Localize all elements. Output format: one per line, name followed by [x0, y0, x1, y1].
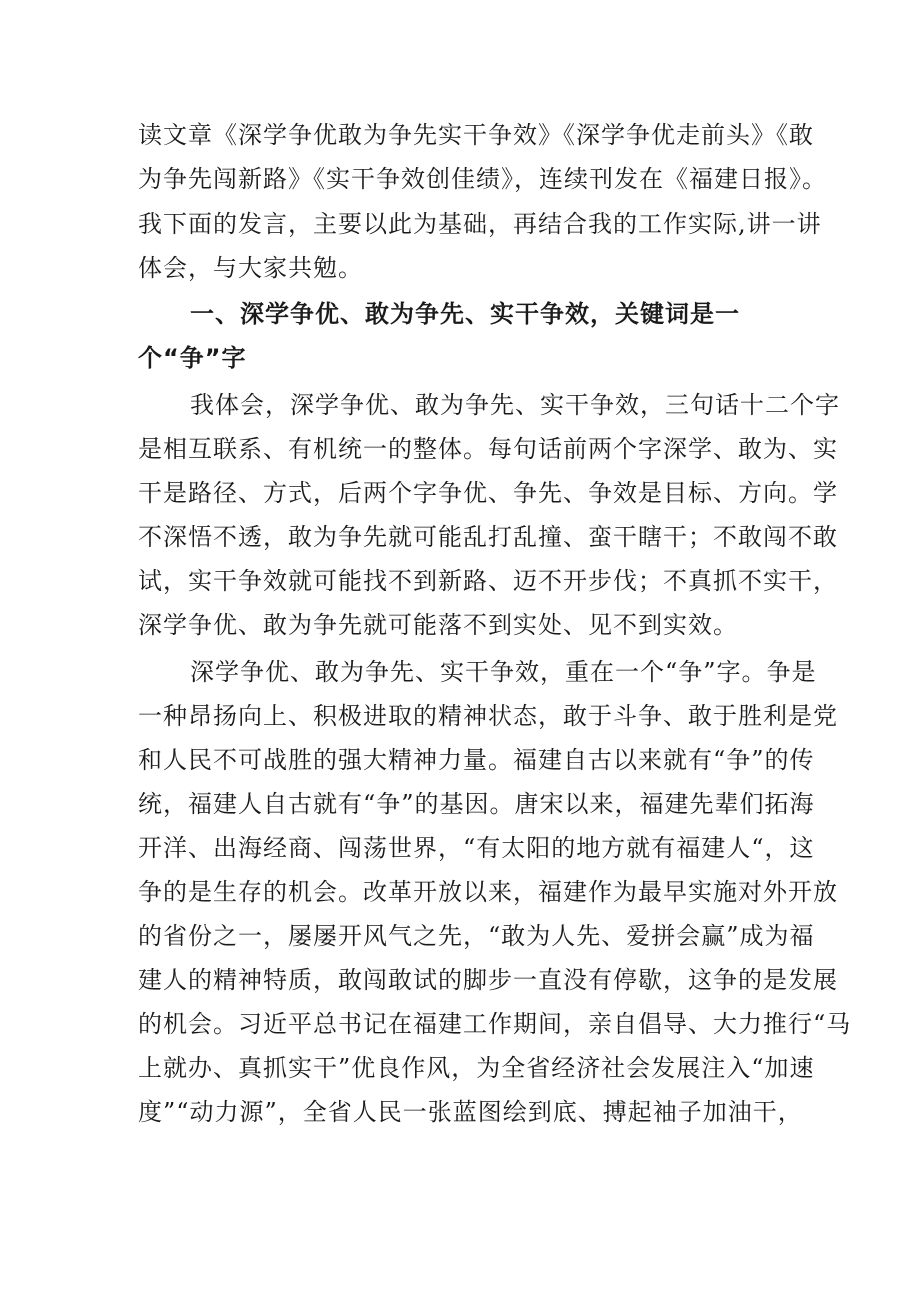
paragraph1-line-3: 干是路径、方式，后两个字争优、争先、争效是目标、方向。学: [138, 479, 838, 507]
paragraph2-line-4: 统，福建人自古就有“争”的基因。唐宋以来，福建先辈们拓海: [138, 790, 815, 818]
paragraph2-line-5: 开洋、出海经商、闯荡世界，“有太阳的地方就有福建人“，这: [138, 834, 815, 862]
paragraph2-line-1: 深学争优、敢为争先、实干争效，重在一个“争”字。争是: [190, 658, 817, 686]
paragraph2-line-10: 上就办、真抓实干”优良作风，为全省经济社会发展注入“加速: [138, 1054, 815, 1082]
intro-line-1: 读文章《深学争优敢为争先实干争效》《深学争优走前头》《敢: [138, 121, 814, 149]
paragraph2-line-11: 度”“动力源”，全省人民一张蓝图绘到底、搏起袖子加油干，: [138, 1098, 803, 1126]
paragraph2-line-6: 争的是生存的机会。改革开放以来，福建作为最早实施对外开放: [138, 878, 838, 906]
paragraph1-line-6: 深学争优、敢为争先就可能落不到实处、见不到实效。: [138, 611, 738, 639]
paragraph1-line-4: 不深悟不透，敢为争先就可能乱打乱撞、蛮干瞎干；不敢闯不敢: [138, 523, 838, 551]
section-heading-line-1: 一、深学争优、敢为争先、实干争效，关键词是一: [190, 300, 740, 328]
paragraph1-line-5: 试，实干争效就可能找不到新路、迈不开步伐；不真抓不实干，: [138, 567, 838, 595]
paragraph2-line-3: 和人民不可战胜的强大精神力量。福建自古以来就有“争”的传: [138, 746, 815, 774]
paragraph2-line-8: 建人的精神特质，敢闯敢试的脚步一直没有停歇，这争的是发展: [138, 966, 838, 994]
intro-line-3: 我下面的发言，主要以此为基础，再结合我的工作实际,讲一讲: [138, 210, 822, 238]
paragraph1-line-1: 我体会，深学争优、敢为争先、实干争效，三句话十二个字: [190, 391, 840, 419]
intro-line-4: 体会，与大家共勉。: [138, 254, 363, 282]
paragraph2-line-9: 的机会。习近平总书记在福建工作期间，亲自倡导、大力推行“马: [138, 1010, 852, 1038]
section-heading-line-2: 个“争”字: [138, 344, 247, 372]
intro-line-2: 为争先闯新路》《实干争效创佳绩》，连续刊发在《福建日报》。: [138, 165, 827, 193]
paragraph1-line-2: 是相互联系、有机统一的整体。每句话前两个字深学、敢为、实: [138, 435, 838, 463]
paragraph2-line-2: 一种昂扬向上、积极进取的精神状态，敢于斗争、敢于胜利是党: [138, 702, 838, 730]
paragraph2-line-7: 的省份之一，屡屡开风气之先，“敢为人先、爱拼会赢”成为福: [138, 922, 815, 950]
